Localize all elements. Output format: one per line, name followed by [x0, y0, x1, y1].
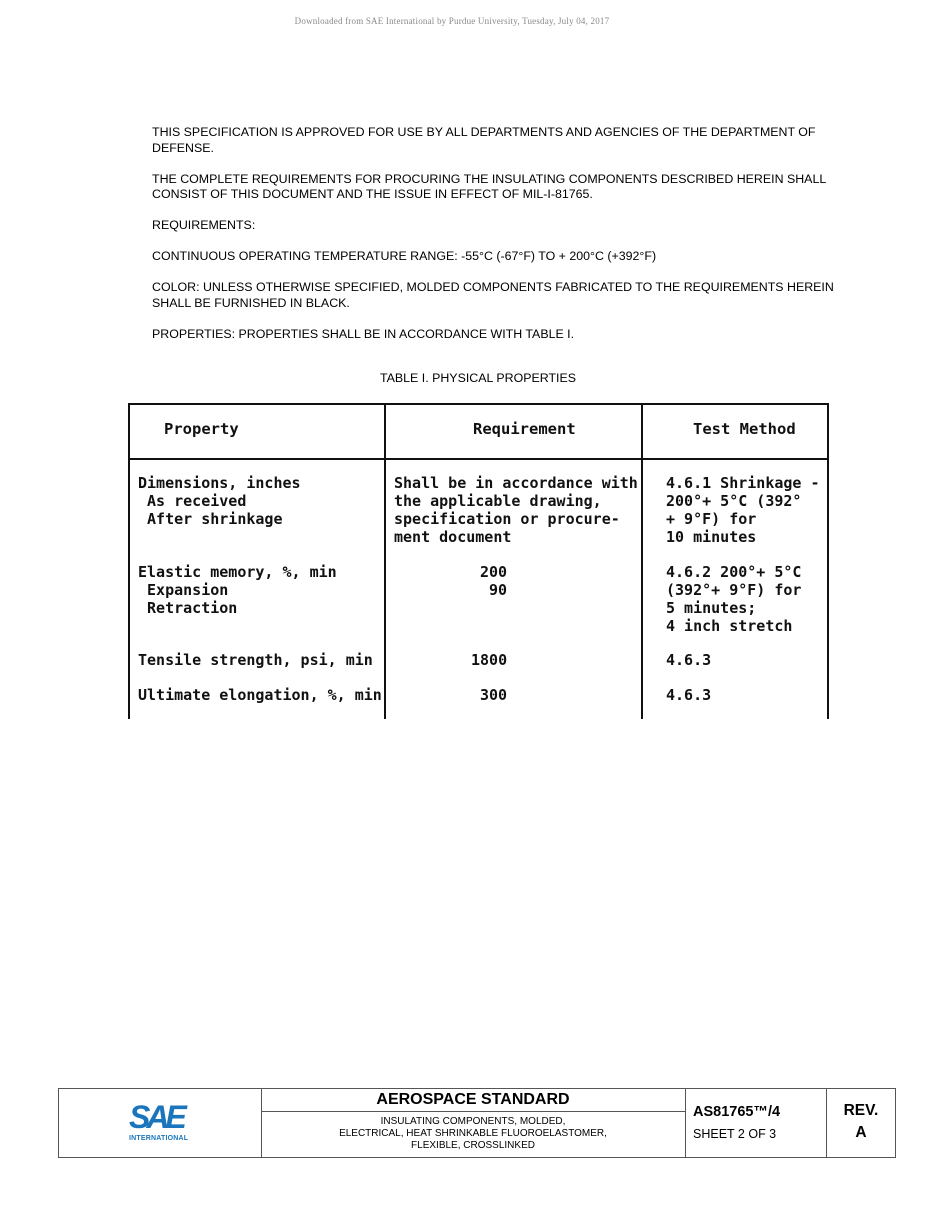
standard-description: INSULATING COMPONENTS, MOLDED, ELECTRICAL, HEAT SHRINKABLE FLUOROELASTOMER, FLEXIBLE, CROSSLINKED: [339, 1116, 607, 1151]
title-block: [58, 1088, 896, 1158]
title-block-divider: [685, 1089, 686, 1157]
row-ultimate-elongation-property: Ultimate elongation, %, min: [138, 686, 382, 704]
row-elastic-memory-property: Elastic memory, %, min Expansion Retraction: [138, 563, 337, 617]
header-property: Property: [164, 420, 239, 438]
row-ultimate-elongation-requirement: 300: [480, 686, 508, 704]
row-elastic-memory-test-method: 4.6.2 200°+ 5°C (392°+ 9°F) for 5 minutes; 4 inch stretch: [666, 563, 802, 635]
download-note: Downloaded from SAE International by Purdue University, Tuesday, July 04, 2017: [294, 16, 610, 26]
table-left-border: [128, 403, 130, 719]
physical-properties-table: [128, 403, 829, 719]
standard-title: AEROSPACE STANDARD: [261, 1089, 685, 1112]
row-dimensions-test-method: 4.6.1 Shrinkage - 200°+ 5°C (392° + 9°F) for 10 minutes: [666, 474, 820, 546]
revision-value: A: [855, 1124, 867, 1141]
requirements-heading: REQUIREMENTS:: [152, 218, 256, 232]
header-test-method: Test Method: [693, 420, 796, 438]
procurement-paragraph: THE COMPLETE REQUIREMENTS FOR PROCURING THE INSULATING COMPONENTS DESCRIBED HEREIN SHALL CONSIST OF THIS DOCUMENT AND THE ISSUE IN EFFECT OF MIL-I-81765.: [152, 171, 826, 201]
temperature-range-paragraph: CONTINUOUS OPERATING TEMPERATURE RANGE: -55°C (-67°F) TO + 200°C (+392°F): [152, 249, 657, 263]
table-top-border: [128, 403, 829, 405]
sae-logo-subtext: INTERNATIONAL: [129, 1135, 189, 1142]
table-column-divider: [384, 403, 386, 719]
sheet-number: SHEET 2 OF 3: [693, 1127, 777, 1141]
header-requirement: Requirement: [473, 420, 576, 438]
row-dimensions-requirement: Shall be in accordance with the applicable drawing, specification or procure- ment document: [394, 474, 638, 546]
table-title: TABLE I. PHYSICAL PROPERTIES: [379, 371, 577, 385]
table-column-divider: [641, 403, 643, 719]
specification-body: [152, 125, 842, 358]
revision-label: REV.: [843, 1102, 879, 1119]
row-dimensions-property: Dimensions, inches As received After shrinkage: [138, 474, 301, 528]
title-block-divider: [826, 1089, 827, 1157]
row-ultimate-elongation-test-method: 4.6.3: [666, 686, 712, 704]
row-tensile-strength-property: Tensile strength, psi, min: [138, 651, 373, 669]
table-header-border: [128, 458, 829, 460]
row-tensile-strength-requirement: 1800: [471, 651, 508, 669]
approval-paragraph: THIS SPECIFICATION IS APPROVED FOR USE BY ALL DEPARTMENTS AND AGENCIES OF THE DEPARTMENT OF DEFENSE.: [152, 125, 816, 155]
row-tensile-strength-test-method: 4.6.3: [666, 651, 712, 669]
row-elastic-memory-requirement: 200 90: [480, 563, 508, 599]
table-right-border: [827, 403, 829, 719]
sae-logo-mark: SAE: [129, 1099, 183, 1135]
properties-paragraph: PROPERTIES: PROPERTIES SHALL BE IN ACCORDANCE WITH TABLE I.: [152, 326, 575, 341]
document-number: AS81765™/4: [693, 1104, 781, 1120]
sae-logo: [59, 1089, 261, 1157]
color-paragraph: COLOR: UNLESS OTHERWISE SPECIFIED, MOLDED COMPONENTS FABRICATED TO THE REQUIREMENTS HEREIN SHALL BE FURNISHED IN BLACK.: [152, 280, 834, 310]
